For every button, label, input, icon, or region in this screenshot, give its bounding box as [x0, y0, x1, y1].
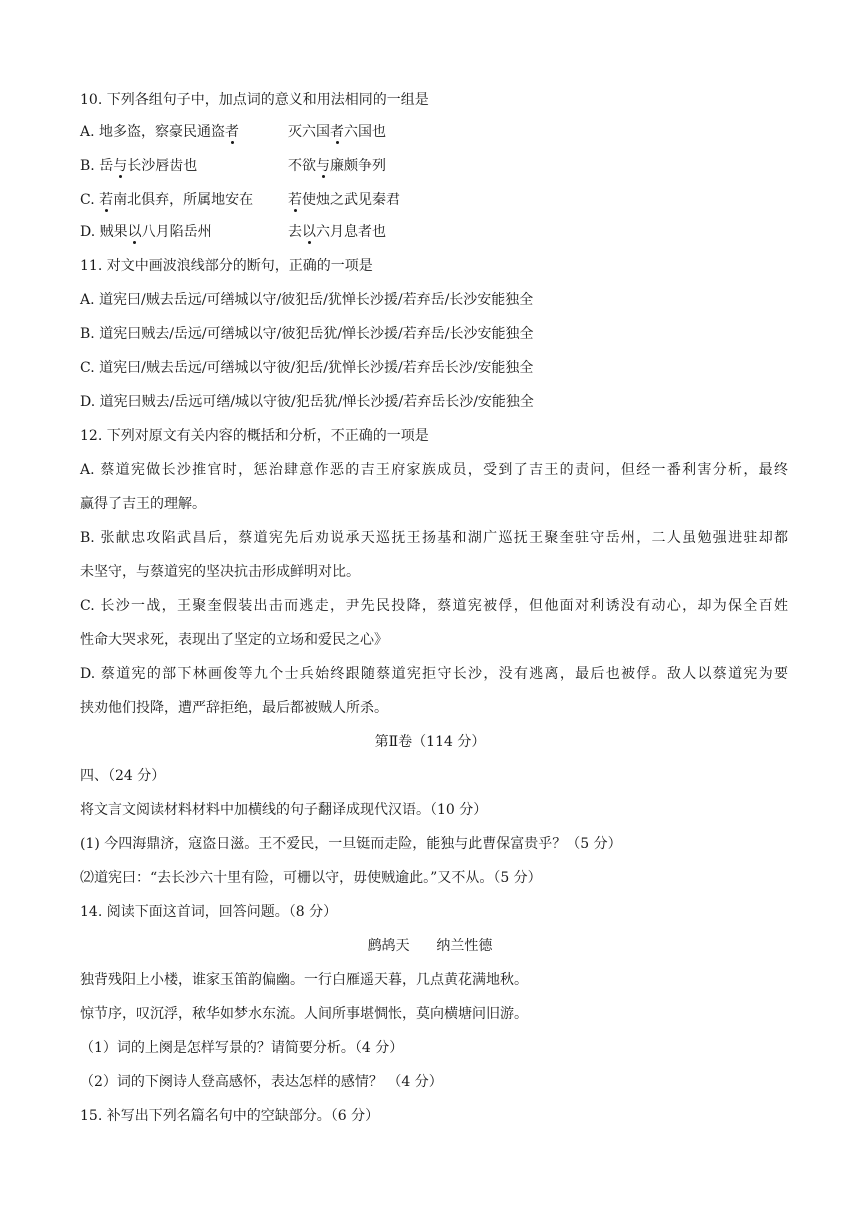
q13-sub-2: ⑵道宪曰：“去长沙六十里有险，可栅以守，毋使贼逾此。”又不从。（5 分） — [80, 870, 542, 886]
q11-stem: 11. 对文中画波浪线部分的断句，正确的一项是 — [80, 258, 373, 274]
q14-sub-1: （1）词的上阕是怎样写景的？请简要分析。（4 分） — [80, 1040, 404, 1056]
q10-option-a-left: A. 地多盗，察豪民通盗者 — [80, 124, 240, 140]
q12-option-b-line2: 未坚守，与蔡道宪的坚决抗击形成鲜明对比。 — [80, 564, 360, 580]
q14-stem: 14. 阅读下面这首词，回答问题。（8 分） — [80, 904, 338, 920]
emphasis-dot-word: 者 — [225, 124, 240, 140]
q12-option-b-line1: B. 张献忠攻陷武昌后，蔡道宪先后劝说承天巡抚王扬基和湖广巡抚王聚奎驻守岳州，二人虽勉强进驻却都 — [80, 530, 788, 546]
emphasis-dot-word: 以 — [127, 224, 142, 240]
emphasis-dot-word: 者 — [330, 124, 344, 140]
q12-option-a-line2: 赢得了吉王的理解。 — [80, 496, 206, 512]
q11-option-c: C. 道宪曰/贼去岳远/可缮城以守彼/犯岳/犹惮长沙援/若弃岳长沙/安能独全 — [80, 360, 534, 376]
emphasis-dot-word: 与 — [113, 158, 128, 174]
q12-option-a-line1: A. 蔡道宪做长沙推官时，惩治肆意作恶的吉王府家族成员，受到了吉王的责问，但经一番利害分析，最终 — [80, 462, 788, 478]
emphasis-dot-word: 若 — [288, 192, 302, 208]
poem-title: 鹧鸪天 纳兰性德 — [367, 938, 493, 954]
q12-option-c-line2: 性命大哭求死，表现出了坚定的立场和爱民之心》 — [80, 632, 388, 648]
q12-option-c-line1: C. 长沙一战，王聚奎假装出击而逃走，尹先民投降，蔡道宪被俘，但他面对利诱没有动心，却为保全百姓 — [80, 598, 788, 614]
poem-line-1: 独背残阳上小楼，谁家玉笛韵偏幽。一行白雁遥天暮，几点黄花满地秋。 — [80, 972, 528, 988]
part-4-heading: 四、（24 分） — [80, 768, 166, 784]
q11-option-b: B. 道宪曰贼去/岳远/可缮城以守/彼犯岳犹/惮长沙援/若弃岳/长沙安能独全 — [80, 326, 534, 342]
q10-option-b-left: B. 岳与长沙唇齿也 — [80, 158, 198, 174]
q12-option-d-line1: D. 蔡道宪的部下林画俊等九个士兵始终跟随蔡道宪拒守长沙，没有逃离，最后也被俘。敌人以蔡道宪为要 — [80, 666, 788, 682]
q12-stem: 12. 下列对原文有关内容的概括和分析，不正确的一项是 — [80, 428, 429, 444]
q13-sub-1: (1) 今四海鼎济，寇盗日滋。王不爱民，一旦铤而走险，能独与此曹保富贵乎？（5 分） — [80, 836, 622, 852]
q10-option-d-left: D. 贼果以八月陷岳州 — [80, 224, 212, 240]
q10-stem: 10. 下列各组句子中，加点词的意义和用法相同的一组是 — [80, 92, 429, 108]
q10-option-d-right: 去以六月息者也 — [288, 224, 386, 240]
q15-stem: 15. 补写出下列名篇名句中的空缺部分。（6 分） — [80, 1108, 380, 1124]
poem-line-2: 惊节序，叹沉浮，秾华如梦水东流。人间所事堪惆怅，莫向横塘问旧游。 — [80, 1006, 528, 1022]
q11-option-d: D. 道宪曰贼去/岳远可缮/城以守彼/犯岳犹/惮长沙援/若弃岳长沙/安能独全 — [80, 394, 534, 410]
section-2-title: 第Ⅱ卷（114 分） — [374, 734, 486, 750]
q10-option-b-right: 不欲与廉颇争列 — [288, 158, 386, 174]
q10-option-c-right: 若使烛之武见秦君 — [288, 192, 400, 208]
q14-sub-2: （2）词的下阕诗人登高感怀，表达怎样的感情？ （4 分） — [80, 1074, 443, 1090]
emphasis-dot-word: 与 — [316, 158, 330, 174]
q10-option-a-right: 灭六国者六国也 — [288, 124, 386, 140]
q11-option-a: A. 道宪曰/贼去岳远/可缮城以守/彼犯岳/犹惮长沙援/若弃岳/长沙安能独全 — [80, 292, 534, 308]
emphasis-dot-word: 若 — [99, 192, 114, 208]
q10-option-c-left: C. 若南北俱弃，所属地安在 — [80, 192, 254, 208]
q13-stem: 将文言文阅读材料材料中加横线的句子翻译成现代汉语。（10 分） — [80, 802, 488, 818]
q12-option-d-line2: 挟劝他们投降，遭严辞拒绝，最后都被贼人所杀。 — [80, 700, 388, 716]
emphasis-dot-word: 以 — [302, 224, 316, 240]
